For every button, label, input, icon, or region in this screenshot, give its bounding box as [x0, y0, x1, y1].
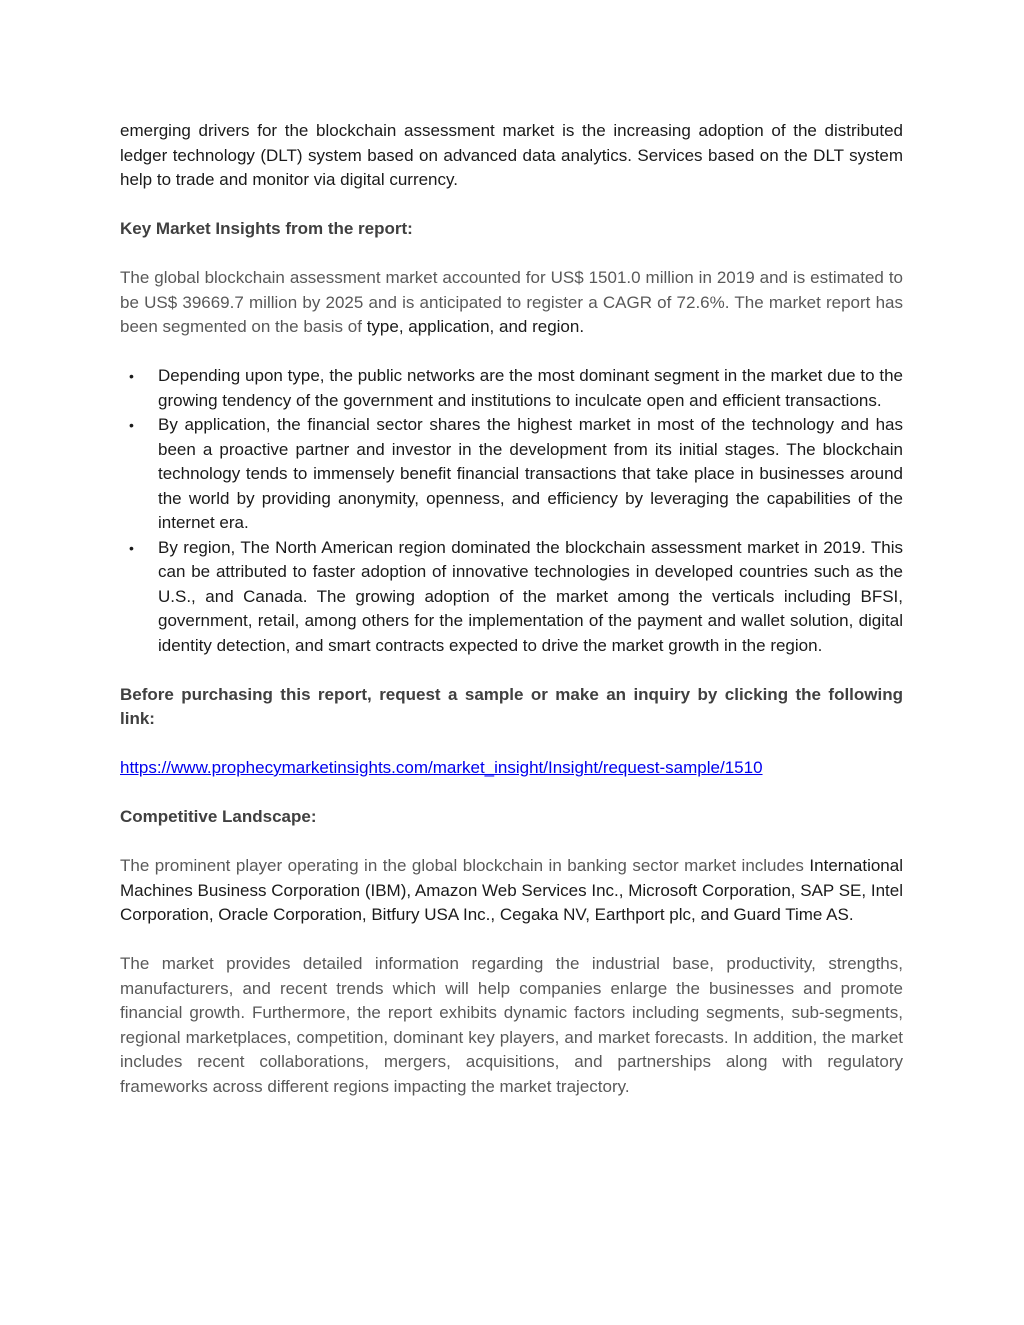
bullet-icon: •	[129, 417, 134, 433]
cta-heading: Before purchasing this report, request a sample or make an inquiry by clicking the following link:	[120, 684, 903, 728]
key-insights-heading: Key Market Insights from the report:	[120, 219, 413, 238]
intro-paragraph: emerging drivers for the blockchain assessment market is the increasing adoption of the distributed ledger technology (DLT) system based on advanced data analytics. Services based on the DLT system help to trade and monitor via digital currency.	[120, 121, 903, 189]
bullet-text: By application, the financial sector shares the highest market in most of the technology and has been a proactive partner and investor in the development from its initial stages. The blockchain technology tends to immensely benefit financial transactions that take place in businesses around the world by providing anonymity, openness, and efficiency by leveraging the capabilities of the internet era.	[158, 415, 903, 532]
competitive-players-paragraph	[120, 854, 903, 928]
players-intro-text: The prominent player operating in the global blockchain in banking sector market includes	[120, 856, 810, 875]
insights-bullet-list	[120, 364, 903, 658]
list-item	[120, 413, 903, 536]
cta-link-paragraph	[120, 756, 903, 781]
players-list-text: International Machines Business Corporation (IBM), Amazon Web Services Inc., Microsoft Corporation, SAP SE, Intel Corporation, Oracle Corporation, Bitfury USA Inc., Cegaka NV, Earthport plc, and Guard Time AS.	[120, 856, 903, 924]
bullet-icon: •	[129, 539, 134, 556]
summary-text: The global blockchain assessment market accounted for US$ 1501.0 million in 2019 and is estimated to be US$ 39669.7 million by 2025 and is anticipated to register a CAGR of 72.6%. The market report has been segmented on the basis of	[120, 268, 903, 336]
key-insights-summary	[120, 266, 903, 340]
summary-segments: type, application, and region.	[366, 317, 585, 336]
document-page	[120, 119, 903, 1099]
competitive-heading: Competitive Landscape:	[120, 807, 317, 826]
market-details-paragraph: The market provides detailed information regarding the industrial base, productivity, strengths, manufacturers, and recent trends which will help companies enlarge the businesses and promote financial growth. Furthermore, the report exhibits dynamic factors including segments, sub-segments, regional marketplaces, competition, dominant key players, and market forecasts. In addition, the market includes recent collaborations, mergers, acquisitions, and partnerships along with regulatory frameworks across different regions impacting the market trajectory.	[120, 954, 903, 1096]
request-sample-link[interactable]: https://www.prophecymarketinsights.com/market_insight/Insight/request-sample/1510	[120, 758, 763, 777]
bullet-text: By region, The North American region dominated the blockchain assessment market in 2019. This can be attributed to faster adoption of innovative technologies in developed countries such as the U.S., and Canada. The growing adoption of the market among the verticals including BFSI, government, retail, among others for the implementation of the payment and wallet solution, digital identity detection, and smart contracts expected to drive the market growth in the region.	[158, 537, 903, 655]
bullet-text: Depending upon type, the public networks are the most dominant segment in the market due to the growing tendency of the government and institutions to inculcate open and efficient transactions.	[158, 366, 903, 410]
list-item	[120, 364, 903, 413]
bullet-icon: •	[129, 368, 134, 384]
list-item	[120, 536, 903, 659]
